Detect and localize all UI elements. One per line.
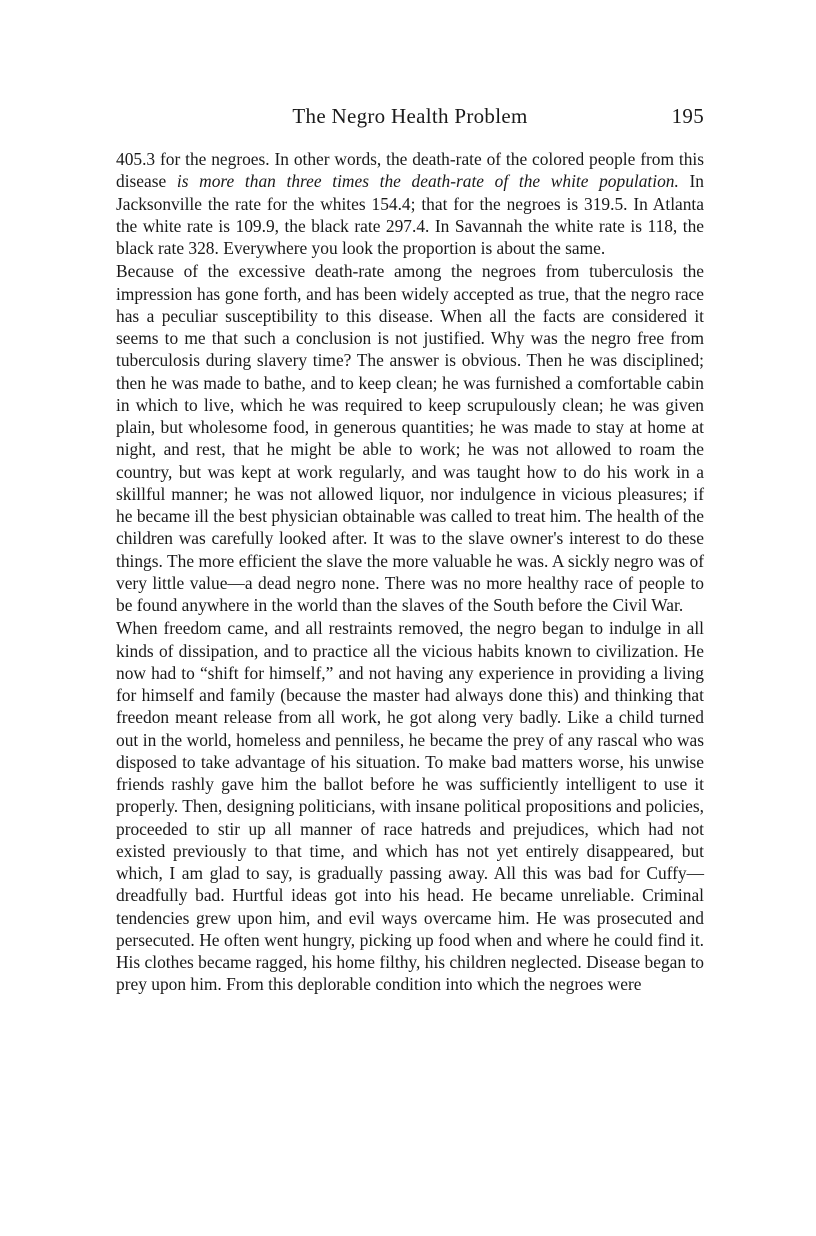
paragraph-1-text: 405.3 for the negroes. In other words, the death-rate of the colored people from this disease	[116, 149, 704, 192]
paragraph-2	[116, 260, 704, 616]
paragraph-1	[116, 148, 704, 259]
book-page	[116, 104, 704, 996]
running-head	[116, 104, 704, 134]
body-text	[116, 148, 704, 996]
paragraph-3-text: When freedom came, and all restraints removed, the negro began to indulge in all kinds of dissipation, and to practice all the vicious habits known to civilization. He now had to “shift for himself,” and not having any experience in providing a living for himself and family (because the master had always done this) and thinking that freedon meant release from all work, he got along very badly. Like a child turned out in the world, homeless and penniless, he became the prey of any rascal who was disposed to take advantage of his situation. To make bad matters worse, his unwise friends rashly gave him the ballot before he was sufficiently intelligent to use it properly. Then, designing politicians, with insane political propositions and policies, proceeded to stir up all manner of race hatreds and prejudices, which had not existed previously to that time, and which has not yet entirely disappeared, but which, I am glad to say, is gradually passing away. All this was bad for Cuffy—dreadfully bad. Hurtful ideas got into his head. He became unreliable. Criminal tendencies grew upon him, and evil ways overcame him. He was prosecuted and persecuted. He often went hungry, picking up food when and where he could find it. His clothes became ragged, his home filthy, his children neglected. Disease began to prey upon him. From this deplorable condition into which the negroes were	[116, 618, 704, 995]
running-title: The Negro Health Problem	[292, 104, 528, 128]
paragraph-3	[116, 617, 704, 995]
page-number: 195	[671, 104, 704, 128]
paragraph-1-text-continued: In Jacksonville the rate for the whites 154.4; that for the negroes is 319.5. In Atlanta the white rate is 109.9, the black rate 297.4. In Savannah the white rate is 118, the black rate 328. Everywhere you look the proportion is about the same.	[116, 171, 704, 258]
paragraph-1-emphasis: is more than three times the death-rate of the white population.	[176, 171, 679, 192]
paragraph-2-text: Because of the excessive death-rate among the negroes from tuberculosis the impression has gone forth, and has been widely accepted as true, that the negro race has a peculiar susceptibility to this disease. When all the facts are considered it seems to me that such a conclusion is not justified. Why was the negro free from tuberculosis during slavery time? The answer is obvious. Then he was disciplined; then he was made to bathe, and to keep clean; he was furnished a comfortable cabin in which to live, which he was required to keep scrupulously clean; he was given plain, but wholesome food, in generous quantities; he was made to stay at home at night, and rest, that he might be able to work; he was not allowed to roam the country, but was kept at work regularly, and was taught how to do his work in a skillful manner; he was not allowed liquor, nor indulgence in vicious pleasures; if he became ill the best physician obtainable was called to treat him. The health of the children was carefully looked after. It was to the slave owner's interest to do these things. The more efficient the slave the more valuable he was. A sickly negro was of very little value—a dead negro none. There was no more healthy race of people to be found anywhere in the world than the slaves of the South before the Civil War.	[116, 261, 704, 615]
